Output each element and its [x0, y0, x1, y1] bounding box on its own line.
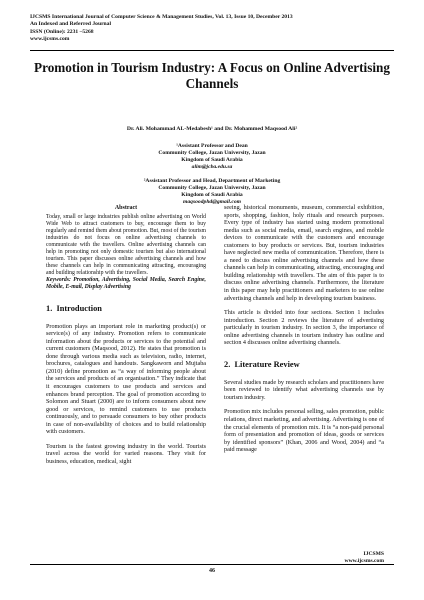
affiliation-1: [30, 143, 394, 171]
header-rule: [30, 50, 394, 51]
keywords-label: Keywords:: [46, 277, 71, 284]
section-2-heading: 2. Literature Review: [224, 359, 300, 369]
header-indexed-line: An Indexed and Referred Journal: [30, 21, 112, 28]
section-1-paragraph-1: Promotion plays an important role in marketing product(s) or service(s) of any industry. Promotion refers to communicate information about the products or services to the potential and current customers (Maqsood, 2012). He states that promotion is done through various media such as television, radio, internet, brochures, catalogues and handouts. Sangkaworn and Mujtaba (2010) define promotion as “a way of informing people about the services and products of an organisation.” They indicate that it encourages customers to use products and services and enhances brand perception. The goal of promotion according to Solomon and Stuart (2000) are to inform consumers about new good or services, to remind customers to use products continuously, and to persuade consumers to buy other products in case of non-availability of choices and to build relationship with customers.: [46, 323, 206, 436]
left-column: [46, 205, 206, 466]
journal-header: [30, 14, 293, 43]
affiliation-2: [30, 178, 394, 206]
paper-title: Promotion in Tourism Industry: A Focus on Online Advertising Channels: [34, 60, 390, 91]
header-website-line: www.ijcsms.com: [30, 35, 70, 42]
right-column: [224, 205, 384, 455]
abstract-text: Today, small or large industries publish online advertising on World Wide Web to attract customers to buy, encourage them to buy regularly and remind them about promotion. But, most of the tourism industries do not focus on online advertising channels to communicate with the travellers. Online advertising channels can help in promoting not only domestic tourism but also international tourism. This paper discusses online advertising channels and how these channels can help in communicating attracting, encouraging and building relationship with the travellers.: [46, 213, 206, 277]
section-1-paragraph-2: Tourism is the fastest growing industry in the world. Tourists travel across the world for varied reasons. They visit for business, education, medical, sight: [46, 443, 206, 465]
section-1-paragraph-3: seeing, historical monuments, museum, commercial exhibition, sports, shopping, fashion, holy rituals and research purposes. Every type of industry has started using modern promotional media such as social media, email, search engines, and mobile devices to communicate with the customers and encourage customers to buy products or services. But, tourism industries have neglected new media of communication. Therefore, there is a need to discuss online advertising channels and how these channels can help in communicating, attracting, encouraging and building relationship with travellers. The aim of this paper is to discuss online advertising channels. Furthermore, the literature in this paper may help practitioners and marketers to use online advertising channels and help in developing tourism business.: [224, 205, 384, 302]
section-1-heading: 1. Introduction: [46, 303, 102, 313]
affiliation-1-role: ¹Assistant Professor and Dean: [176, 143, 248, 149]
affiliation-2-email: maqsoodphd@gmail.com: [183, 199, 241, 205]
abstract-heading: Abstract: [114, 205, 138, 211]
footer-journal-name: IJCSMS: [363, 551, 384, 557]
page-number: 46: [209, 568, 215, 574]
keywords-list: Promotion, Advertising, Social Media, Search Engine, Mobile, E-mail, Display Advertising: [46, 277, 206, 291]
section-2-paragraph-1: Several studies made by research scholars and practitioners have been reviewed to identify what advertising channels use by tourism industry.: [224, 379, 384, 401]
header-issn-line: ISSN (Online): 2231 –5268: [30, 28, 94, 35]
footer-journal-url: www.ijcsms.com: [344, 558, 384, 564]
affiliation-1-college: Community College, Jazan University, Jazan: [158, 150, 266, 156]
footer-rule: [30, 564, 394, 565]
affiliation-1-country: Kingdom of Saudi Arabia: [181, 157, 243, 163]
footer-journal: [345, 551, 384, 565]
affiliation-2-college: Community College, Jazan University, Jazan: [158, 185, 266, 191]
affiliation-2-role: ²Assistant Professor and Head, Department of Marketing: [143, 178, 281, 184]
affiliation-1-email: alim@jcba.edu.sa: [191, 164, 233, 170]
paper-authors: Dr. Ali. Mohammad AL-Medabesh¹ and Dr. Mohammed Maqsood Ali²: [126, 126, 298, 132]
section-2-paragraph-2: Promotion mix includes personal selling, sales promotion, public relations, direct marketing, and advertising. Advertising is one of the crucial elements of promotion mix. It is “a non-paid personal form of presentation and promotion of ideas, goods or services by identified sponsors” (Khan, 2006 and Wood, 2004) and “a paid message: [224, 409, 384, 454]
affiliation-2-country: Kingdom of Saudi Arabia: [181, 192, 243, 198]
section-1-paragraph-4: This article is divided into four sections. Section 1 includes introduction. Section 2 reviews the literature of advertising particularly in tourism industry. In section 3, the importance of online advertising channels in tourism industry has outline and section 4 discusses online advertising channels.: [224, 310, 384, 347]
keywords-line: [46, 277, 206, 291]
header-journal-line: IJCSMS International Journal of Computer Science & Management Studies, Vol. 13, Issue 10, December 2013: [30, 14, 293, 20]
